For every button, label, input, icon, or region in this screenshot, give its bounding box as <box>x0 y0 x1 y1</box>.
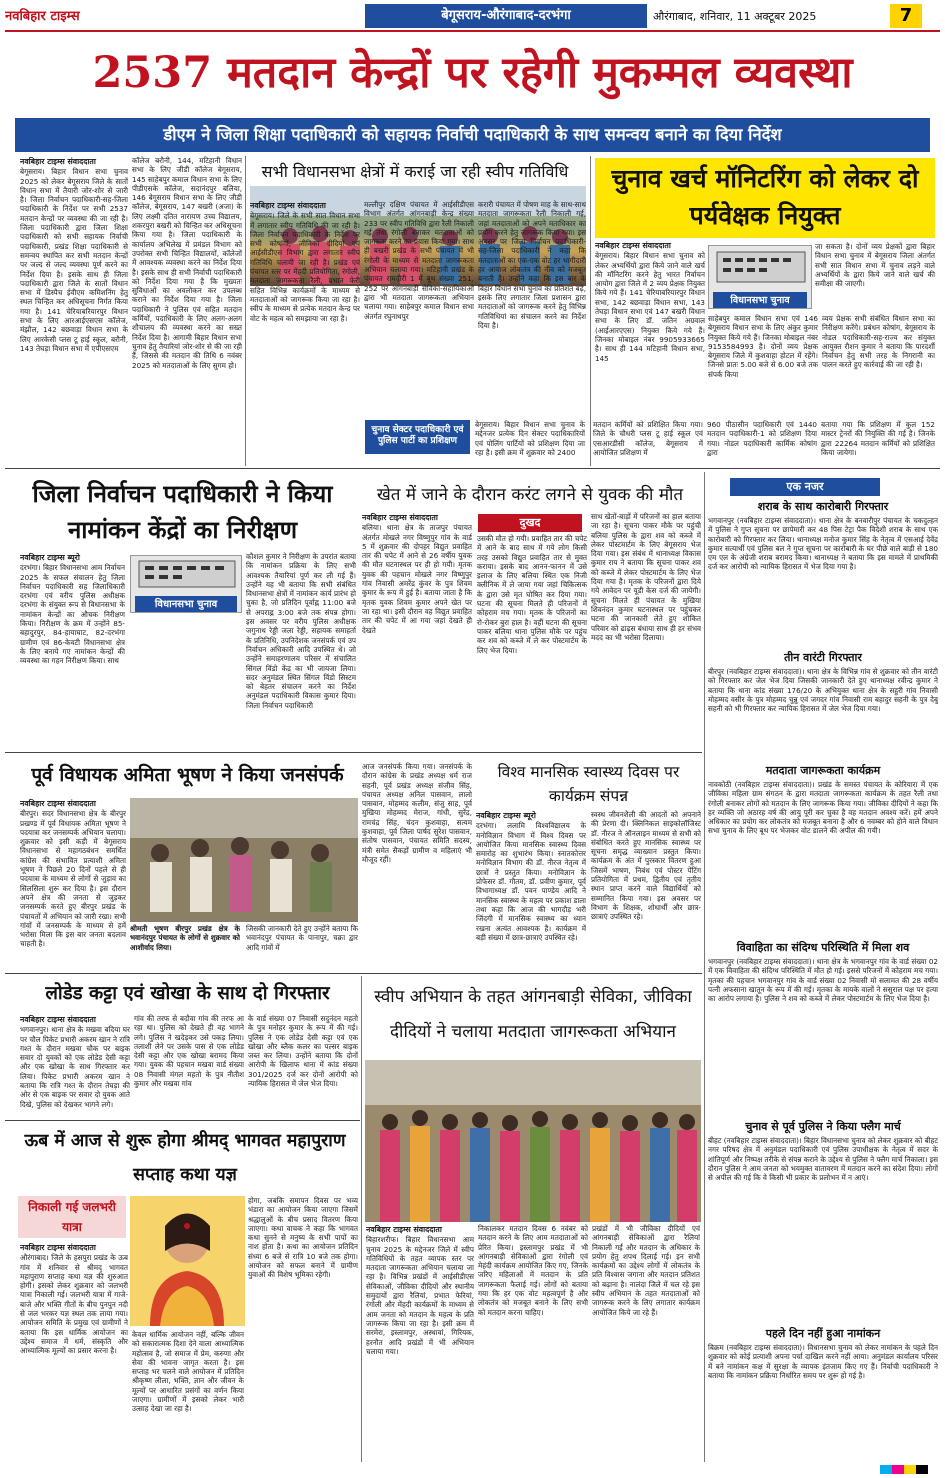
anganwadi-photo-art <box>365 1060 701 1222</box>
bhagwat-col2: केवल धार्मिक आयोजन नहीं, बल्कि जीवन को सकारात्मक दिशा देने वाला आध्यात्मिक महोत्सव है, जो समाज में प्रेम, करुणा और सेवा की भावना जागृत करता है। इस सप्ताह भर चलने वाले आयोजन में प्रतिदिन श्रीकृष्ण लीला, भक्ति, ज्ञान और जीवन के मूल्यों पर आधारित प्रसंगों का वर्णन किया जाएगा। ग्रामीणों में इसको लेकर भारी उत्साह देखा जा रहा है। <box>132 1330 244 1414</box>
inspect-col2: कौशल कुमार ने निरीक्षण के उपरांत बताया कि नामांकन प्रक्रिया के लिए सभी आवश्यक तैयारियां पूर्ण कर ली गई हैं। उन्होंने यह भी बताया कि सभी संबंधित विधानसभा क्षेत्रों में नामांकन कार्य प्रारंभ हो चुका है, जो प्रतिदिन पूर्वाह्न 11:00 बजे से अपराह्न 3:00 बजे तक संपन्न होगा। इस अवसर पर वरीय पुलिस अधीक्षक जगुनाथ रेड्डी जला रेड्डी, सहायक समाहर्ता के प्रतिनिधि, उपनिदेशक जनसंपर्क एवं उप निर्वाचन अधिकारी आदि उपस्थित थे। जो उन्होंने समाहरणालय परिसर में संचालित सिंगल विंडो केंद्र का भी जायजा लिया। सदर अनुमंडल स्थित सिंगल विंडो सिस्टम को बेहतर संचालन करने का निर्देश अनुमंडल पदाधिकारी विकास कुमार दिया। जिला निर्वाचन पदाधिकारी <box>246 552 356 710</box>
ek-nazar-item-text: नावकोठी (नवबिहार टाइम्स संवाददाता)। प्रखंड के समस्त पंचायत के कोरियारा में एक जीविका महिला ग्राम संगठन के द्वारा मतदाता जागरूकता कार्यक्रम के तहत रैली तथा रंगोली बनाकर लोगों को मतदान के लिए जागरूक किया गया। जीविका दीदियों ने कहा कि हर व्यक्ति जो अठारह वर्ष की आयु पूरी कर चुका है वह मतदान अवश्य करें। हमें अपने अधिकार का प्रयोग कर लोकतंत्र को मजबूत बनाना है और 6 नवम्बर को होने वाले विधान सभा चुनाव के लिए बूथ पर भेजकर वोट डालने की अपील की गयी। <box>708 780 938 836</box>
accident-byline: नवबिहार टाइम्स संवाददाता <box>362 513 438 522</box>
ek-nazar-item-text: बिक्रम (नवबिहार टाइम्स संवाददाता)। विधानसभा चुनाव को लेकर नामांकन के पहले दिन शुक्रवार को कोई प्रत्याशी अपना पर्चा दाखिल करने नहीं आया। अनुमंडल कार्यालय परिसर में बने नामांकन कक्ष में सुरक्षा के व्यापक इंतजाम किए गए हैं। निर्वाची पदाधिकारी ने बताया कि नामांकन प्रक्रिया निर्धारित समय पर शुरू हो गई है। <box>708 1343 938 1380</box>
sveep-byline: नवबिहार टाइम्स संवाददाता <box>250 201 326 210</box>
accident-headline: खेत में जाने के दौरान करंट लगने से युवक की मौत <box>376 485 684 505</box>
bhagwat-byline: नवबिहार टाइम्स संवाददाता <box>20 1243 96 1252</box>
amita-col3: आज जनसंपर्क किया गया। जनसंपर्क के दौरान कांग्रेस के प्रखंड अध्यक्ष धर्म राज सहनी, पूर्व प्रखंड अध्यक्ष संजीव सिंह, पंचायत अध्यक्ष अनिल पासवान, लालो पासवान, मोहम्मद कलीम, संजु साह, पूर्व मुखिया मोहम्मद मेराज, गांधी, सुरेंद्र, रामचंद्र सिंह, चंदन कुशवाहा, सत्यम कुशवाहा, पूर्व जिला पार्षद सुरेश पासवान, संतोष पासवान, पंचायत समिति सदस्य, मंत्री समेत सैकड़ों ग्रामीण व महिलाएं भी मौजूद रहीं। <box>362 762 472 864</box>
loded-col2: गांव की तरफ से बदौवा गांव की तरफ आ रहा था। पुलिस को देखते ही वह भागने लगे। पुलिस ने खदेड़कर उसे पकड़ लिया। तलाशी लेने पर उसके पास से एक लोडेड देसी कट्टा और एक खोखा बरामद किया गया। युवक की पहचान मखवा वार्ड संख्या 08 निवासी मंगल महतो के पुत्र नीतीश कुमार और मखवा गांव <box>134 1014 244 1089</box>
ek-nazar-item-text: भगवानपुर (नवबिहार टाइम्स संवाददाता)। थाना क्षेत्र के बनवारीपुर पंचायत के चकदुल्हन में पुलिस ने गुप्त सूचना पर छापेमारी कर 48 पिस टेट्रा पैक विदेशी शराब के साथ एक कारोबारी को गिरफ्तार कर लिया। थानाध्यक्ष मनोज कुमार सिंह के नेतृत्व में एसआई देवेंद्र कुमार सत्यार्थी एवं पुलिस बल ने गुप्त सूचना पर कारोबारी के घर पीछे वाले बाड़ी से 180 एम एल के अंग्रेजी शराब बरामद किया। थानाध्यक्ष ने बताया कि इस मामले में प्राथमिकी दर्ज कर आरोपी को न्यायिक हिरासत में भेज दिया गया है। <box>708 516 938 572</box>
accident-story <box>362 512 472 748</box>
anganwadi-headline: स्वीप अभियान के तहत आंगनबाड़ी सेविका, जीविका दीदियों ने चलाया मतदाता जागरूकता अभियान <box>374 987 692 1042</box>
mental-story <box>476 810 586 970</box>
expense-headline: चुनाव खर्च मॉनिटरिंग को लेकर दो पर्यवेक्षक नियुक्त <box>611 164 919 230</box>
bhagwat-story-col2 <box>132 1330 244 1462</box>
ek-nazar-item-title: विवाहिता का संदिग्ध परिस्थिति में मिला शव <box>736 941 910 954</box>
inspect-byline: नवबिहार टाइम्स ब्यूरो <box>20 553 80 562</box>
expense-col3: व्यय प्रेक्षक सभी संबंधित विधान सभा का निरीक्षण करेंगे। प्रबंधन कोषांग, बेगूसराय के नोडल पदाधिकारी-सह-राज्य कर संयुक्त आयुक्त रौशन कुमार ने बताया कि पारदर्शी निर्वाचन हेतु सभी तरह के निगरानी का पालन करते हुए कार्रवाई की जा रही है। <box>822 314 935 370</box>
ek-nazar-item-title: तीन वारंटी गिरफ्तार <box>784 651 862 664</box>
accident-col3: साथ खेतों-बाड़ों में परिजनों का हाल बताया जा रहा है। सूचना पाकर मौके पर पहुंची बलिया पुलिस के द्वारा शव को कब्जे में लेकर पोस्टमार्टम के लिए बेगूसराय भेज दिया गया। इस संबंध में थानाध्यक्ष विकास कुमार राय ने बताया कि सूचना पाकर शव को कब्जे में लेकर पोस्टमार्टम के लिए भेज दिया गया है। मृतक के परिजनों द्वारा दिये गये आवेदन पर यूडी केस दर्ज की जायेगी। सूचना मिलते ही पंचायत के मुखिया शिवनंदन कुमार घटनास्थल पर पहुंचकर घटना की जानकारी लेते हुए शोकित परिवार को ढाढ़स बंधाया साथ ही हर संभव मदद का भी भरोसा दिलाया। <box>591 512 701 642</box>
expense-story-col2 <box>708 314 818 419</box>
mental-col1: दरभंगा। ललामि विश्वविद्यालय के मनोविज्ञान विभाग में विश्व दिवस पर आयोजित किया मानसिक स्वास्थ्य दिवस समारोह का शुभारंभ किया। स्नातकोत्तर मनोविज्ञान विभाग की डॉ. नीरज नेतृत्व में छात्रों ने प्रस्तुत किया। मनोविज्ञान के प्रोफेसर डॉ. गौतम, डॉ. प्रवीण कुमार, पूर्व विभागाध्यक्ष डॉ. पवन पाण्डेय आदि ने मानसिक स्वास्थ्य के महत्व पर प्रकाश डाला तथा कहा कि आज की भागदौड़ भरी जिंदगी में मानसिक स्वास्थ्य का ध्यान रखना अत्यंत आवश्यक है। कार्यक्रम में बड़ी संख्या में छात्र-छात्राएं उपस्थित रहे। <box>476 821 586 942</box>
training-col4: बताया गया कि प्रशिक्षण में कुल 152 मास्टर ट्रेनरों की नियुक्ति की गई है। जिनके द्वारा 22264 मतदान कर्मियों को प्रशिक्षित किया जायेगा। <box>821 420 935 457</box>
inspect-headline: जिला निर्वाचन पदाधिकारी ने किया नामांकन केंद्रों का निरीक्षण <box>32 479 333 544</box>
amita-photo <box>130 798 358 922</box>
anganwadi-story-col2 <box>478 1224 588 1462</box>
expense-story-col2a <box>815 242 935 312</box>
masthead <box>5 4 940 30</box>
ek-nazar-item-title: चुनाव से पूर्व पुलिस ने किया फ्लैग मार्च <box>745 1120 901 1133</box>
inspect-story-col1b <box>130 616 242 748</box>
section-name: बेगूसराय-औरंगाबाद-दरभंगा <box>365 4 647 28</box>
dateline: औरंगाबाद, शनिवार, 11 अक्टूबर 2025 <box>653 10 817 23</box>
accident-tag: दुखद <box>478 514 582 532</box>
loded-col1: भगवानपुर। थाना क्षेत्र के मखवा बदिया घर पर चौल पिकेट प्रभारी अकरम खान ने रात्रि गश्त के दौरान मखवा चौक पर बाइक सवार दो युवकों को एक लोडेड देसी कट्टा और एक खोखा के साथ गिरफ्तार कर लिया। पिकेट प्रभारी अकरम खान ने बताया कि रात्रि गश्त के दौरान तेघड़ा की ओर से एक बाइक पर सवार दो युवक आते दिखे, पुलिस को देखकर भागने लगे। <box>20 1025 130 1109</box>
inspect-logo <box>130 555 242 613</box>
print-registration-marks <box>880 1462 932 1474</box>
training-col2: मतदान कर्मियों को प्रशिक्षित किया गया। जिले के चौधरी प्लस टू हाई स्कूल एवं एसआरडीसी कॉलेज, बेगूसराय में आयोजित प्रशिक्षण में <box>593 420 703 457</box>
ek-nazar-item <box>708 1120 938 1324</box>
ek-nazar-item-title: पहले दिन नहीं हुआ नामांकन <box>765 1327 881 1340</box>
paper-name: नवबिहार टाइम्स <box>5 9 80 24</box>
mental-headline: विश्व मानसिक स्वास्थ्य दिवस पर कार्यक्रम संपन्न <box>497 763 680 805</box>
sveep-headline: सभी विधानसभा क्षेत्रों में कराई जा रही स्वीप गतिविधि <box>261 162 569 181</box>
lead-headline: 2537 मतदान केन्द्रों पर रहेगी मुकम्मल व्यवस्था <box>92 48 853 98</box>
ek-nazar-item <box>708 1327 938 1453</box>
expense-logo <box>708 245 812 309</box>
loded-col3: के वार्ड संख्या 07 निवासी सदुनंदन महतो के पुत्र मनोहर कुमार के रूप में की गई। पुलिस ने एक लोडेड देसी कट्टा एवं एक खोखा और ब्लैक कलर का पल्सर बाइक जब्त कर लिया। उन्होंने बताया कि दोनों आरोपी के खिलाफ थाना में कांड संख्या 301/2025 दर्ज कर दोनों आरोपी को न्यायिक हिरासत में जेल भेज दिया। <box>248 1014 358 1089</box>
anganwadi-story <box>366 1224 474 1462</box>
bhagwat-story-col3 <box>248 1196 358 1462</box>
sveep-col1: बेगूसराय। जिले के सभी सात विधान सभा में लगातार स्वीप गतिविधि की जा रही है। जिला निर्वाचन पदाधिकारी के निर्देश पर सभी कोषांगों, जीविका दीदियों एवं आईसीडीएस विभाग द्वारा लगातार स्वीप गतिविधि चलायी जा रही है। प्रखंड एवं पंचायत स्तर पर मेंहदी प्रतियोगिता, रंगोली, मतदाता जागरूकता रैली, प्रभात फेरी सहित विभिन्न कार्यक्रमों के माध्यम से मतदाताओं को जागरूक किया जा रहा है। स्वीप के माध्यम से प्रत्येक मतदान केन्द्र पर वोट के महत्व को समझाया जा रहा है। <box>250 211 360 323</box>
accident-col1: बलिया। थाना क्षेत्र के ताजपुर पंचायत अंतर्गत मोखले नगर विष्णुपुर गांव के वार्ड 5 में शुक्रवार की दोपहर विद्युत प्रवाहित तार की चपेट में आने से 26 वर्षीय युवक की मौत घटनास्थल पर ही हो गयी। मृतक युवक की पहचान मोखले नगर विष्णुपुर गांव निवासी अमरेंद्र कुंवर के पुत्र शिवम कुमार के रूप में हुई है। बताया जाता है कि मृतक युवक शिवम कुमार अपने खेत पर जा रहा था। इसी दौरान वह विद्युत प्रवाहित तार की चपेट में आ गया जहां देखते ही देखते <box>362 523 472 635</box>
accident-col2: उसकी मौत हो गयी। प्रवाहित तार की चपेट में आने के बाद साथ में गये लोग किसी तरह उसको विद्युत प्रवाहित तार से मुक्त कराया। इसके बाद आनन-फानन में उसे इलाज के लिए बलिया स्थित एक निजी क्लीनिक में ले जाया गया जहां चिकित्सक के द्वारा उसे मृत घोषित कर दिया गया। घटना की सूचना मिलते ही परिजनों में कोहराम मच गया। मृतक के परिजनों का रो-रोकर बुरा हाल है। वहीं घटना की सूचना पाकर बलिया थाना पुलिस मौके पर पहुंच कर शव को कब्जे में ले कर पोस्टमार्टम के लिए भेज दिया। <box>477 534 587 655</box>
ek-nazar-item-text: बीहट (नवबिहार टाइम्स संवाददाता)। बिहार विधानसभा चुनाव को लेकर शुक्रवार को बीहट नगर परिषद क्षेत्र में अनुमंडल पदाधिकारी एवं पुलिस उपाधीक्षक के नेतृत्व में सदर के शांतिपूर्ण और निष्पक्ष तरीके से संपन्न कराने के उद्देश्य से पुलिस ने फ्लैग मार्च निकाला। इस दौरान पुलिस ने आम जनता को भयमुक्त वातावरण में मतदान करने का संदेश दिया। लोगों से अपील की गई कि वे किसी भी प्रकार के प्रलोभन में न आएं। <box>708 1136 938 1183</box>
loded-story-col2 <box>134 1014 244 1118</box>
expense-logo-label: विधानसभा चुनाव <box>713 292 807 309</box>
anganwadi-col2: निकालकर मतदान दिवस 6 नवंबर को मतदान करने के लिए आम मतदाताओं को प्रेरित किया। इस्लामपुर प्रखंड में भी आंगनबाड़ी सेविकाओं द्वारा रंगोली एवं मेहंदी कार्यक्रम आयोजित किए गए, जिनके जरिए महिलाओं में मतदान के प्रति जागरूकता फैलाई गई। लोगों को बताया गया कि हर एक वोट महत्वपूर्ण है और लोकतंत्र को मजबूत बनाने के लिए सभी को मतदान करना चाहिए। <box>478 1224 588 1317</box>
sveep-story <box>250 200 360 462</box>
sveep-col2: मल्लीपुर दक्षिण पंचायत में आईसीडीएस विभाग अंतर्गत आंगनबाड़ी केन्द्र संख्या 233 पर स्वीप गतिविधि द्वारा रैली निकाली गई तथा रंगोली बनाकर मतदाताओं को जागरूक करने का प्रयास किया गया। साथ ही बखरी प्रखंड के सभी पंचायत में भी रंगोली के माध्यम से मतदाता जागरूकता अभियान चलाया गया। मटिहानी प्रखंड के पंचायत रामदीरी 1 में बूथ संख्या 251, 252 पर आंगनबाड़ी सेविका-सहायिकाओं द्वारा भी मतदाता जागरूकता अभियान चलाया गया। साहेबपुर कमाल विधान सभा अंतर्गत रघुनाथपुर <box>364 200 474 321</box>
ek-nazar-item-title: मतदाता जागरूकता कार्यक्रम <box>765 764 881 777</box>
lead-story-col2 <box>132 156 242 464</box>
page-number: 7 <box>890 4 922 28</box>
training-headline-text: चुनाव सेक्टर पदाधिकारी एवं पुलिस पार्टी का प्रशिक्षण <box>371 425 464 446</box>
expense-col2a: जा सकता है। दोनों व्यय प्रेक्षकों द्वारा बिहार विधान सभा चुनाव में बेगूसराय जिला अंतर्गत सभी सात विधान सभा में चुनाव लड़ने वाले अभ्यर्थियों के द्वारा किये जाने वाले खर्च की समीक्षा की जाएगी। <box>815 242 935 289</box>
amita-story-col2: जिसकी जानकारी देते हुए उन्होंने बताया कि भवानंदपुर पंचायत के पानापुर, चक्रा द्वार आदि गांवों में <box>246 924 358 952</box>
expense-col2b: साहेबपुर कमाल विधान सभा एवं 146 बेगूसराय विधान सभा के लिए अंकुर कुमार नियुक्त किये गये हैं। जिनका मोबाइल नंबर 9153584993 है। दोनों व्यय प्रेक्षक बेगूसराय जिले में कुशवाहा होटल में रहेंगे। जिनसे प्रातः 5.00 बजे से 6.00 बजे तक संपर्क किया <box>708 314 818 379</box>
training-col3: 960 पीठासीन पदाधिकारी एवं 1440 मतदान पदाधिकारी-1 को प्रशिक्षण दिया गया। नोडल पदाधिकारी कार्मिक कोषांग द्वारा <box>707 420 817 457</box>
inspect-col1: दरभंगा। बिहार विधानसभा आम निर्वाचन 2025 के सफल संचालन हेतु जिला निर्वाचन पदाधिकारी सह जिलाधिकारी दरभंगा एवं वरीय पुलिस अधीक्षक दरभंगा के संयुक्त रूप से विधानसभा के नामांकन केन्द्रों का औचक निरीक्षण किया। निरीक्षण के क्रम में उन्होंने 85-बहादुरपुर, 84-हायाघाट, 82-दरभंगा ग्रामीण एवं 86-केवटी विधानसभा क्षेत्र के लिए बनाये गए नामांकन केन्द्रों की व्यवस्था का गहन निरीक्षण किया। साथ <box>20 563 125 666</box>
anganwadi-story-col3 <box>592 1224 700 1462</box>
sveep-col3: करारी पंचायत में पोषण माह के साथ-साथ मतदाता जागरूकता रैली निकाली गई, जहां मतदाताओं को अपने मताधिकार का प्रयोग करने हेतु जागरूक किया गया। इस अवसर पर जिला निर्वाचन पदाधिकारी-सह-जिला पदाधिकारी ने कहा कि मतदाताओं का एक-एक वोट हर भागीदारी हर आवाज लोकतंत्र की नींव को मजबूत बनाती है। उन्होंने कहा कि इस बार के बिहार विधान सभा चुनाव का प्रतिशत बढ़े, इसके लिए लगातार जिला प्रशासन द्वारा मतदाताओं को जागरूक करने हेतु विभिन्न गतिविधियां का संचालन करने का निर्देश दिया है। <box>478 200 586 330</box>
loded-story <box>20 1014 130 1118</box>
ek-nazar-list <box>708 500 938 1460</box>
expense-col1: बेगूसराय। बिहार विधान सभा चुनाव को लेकर अभ्यर्थियों द्वारा किये जाने वाले खर्च की मॉनिटरिंग करने हेतु भारत निर्वाचन आयोग द्वारा जिले में 2 व्यय प्रेक्षक नियुक्त किये गये हैं। 141 चेरियाबरियारपुर विधान सभा, 142 बछवाड़ा विधान सभा, 143 तेघड़ा विधान सभा एवं 147 बखरी विधान सभा के लिए डॉ. जतिन अग्रवाल (आईआरएएस) नियुक्त किये गये हैं। जिनका मोबाइल नंबर 9905933665 है। साथ ही 144 मटिहानी विधान सभा, 145 <box>595 251 705 363</box>
amita-photo-art <box>130 798 358 922</box>
bhagwat-photo-art <box>130 1196 245 1326</box>
amita-story-col3 <box>362 762 472 970</box>
bhagwat-story <box>20 1242 128 1462</box>
inspect-story <box>20 552 125 748</box>
mental-story-col2 <box>591 810 701 970</box>
anganwadi-byline: नवबिहार टाइम्स संवाददाता <box>366 1225 442 1234</box>
expense-byline: नवबिहार टाइम्स संवाददाता <box>595 241 671 250</box>
bhagwat-kicker: निकाली गई जलभरी यात्रा <box>18 1196 126 1238</box>
bhagwat-photo <box>130 1196 245 1326</box>
loded-headline: लोडेड कट्टा एवं खोखा के साथ दो गिरफ्तार <box>45 983 330 1004</box>
ek-nazar-item <box>708 500 938 648</box>
anganwadi-col3: प्रखंडों में भी जीविका दीदियों एवं आंगनबाड़ी सेविकाओं द्वारा रैलियां निकाली गईं और मतदान के अधिकार के प्रयोग हेतु शपथ दिलाई गई। इन सभी कार्यक्रमों का उद्देश्य लोगों में लोकतंत्र के प्रति विश्वास जगाना और मतदान प्रतिशत को बढ़ाना है। नालंदा जिले में चल रहे इस स्वीप अभियान के तहत मतदाताओं को जागरूक करने के लिए लगातार कार्यक्रम आयोजित किये जा रहे हैं। <box>592 1224 700 1317</box>
evm-icon <box>709 246 812 288</box>
ek-nazar-item <box>708 764 938 938</box>
lead-story <box>20 156 128 464</box>
lead-subhead: डीएम ने जिला शिक्षा पदाधिकारी को सहायक निर्वाची पदाधिकारी के साथ समन्वय बनाने का दिया निर्देश <box>15 118 930 152</box>
training-col1: बेगूसराय। बिहार विधान सभा चुनाव के मद्देनजर प्रत्येक दिन सेक्टर पदाधिकारियों एवं पोलिंग पार्टियों को प्रशिक्षण दिया जा रहा है। इसी क्रम में शुक्रवार को 2400 <box>475 420 585 457</box>
ek-nazar-item-text: भगवानपुर (नवबिहार टाइम्स संवाददाता)। थाना क्षेत्र के भगवानपुर गांव के वार्ड संख्या 02 में एक विवाहिता की संदिग्ध परिस्थिति में मौत हो गई। इससे परिजनों में कोहराम मच गया। मृतका की पहचान भगवानपुर गांव के वार्ड संख्या 02 निवासी मो सलामत की 28 वर्षीय पत्नी अफसाना खातून के रूप में की गई। मृतका के मायके वालों ने ससुराल पक्ष पर हत्या का आरोप लगाया है। पुलिस ने शव को कब्जे में लेकर पोस्टमार्टम के लिए भेज दिया है। <box>708 957 938 1004</box>
training-headline <box>365 420 470 454</box>
amita-caption: श्रीमती भूषण बीरपुर प्रखंड क्षेत्र के भवानंदपुर पंचायत के लोगों से शुक्रवार को आशीर्वाद लिया। <box>130 924 240 952</box>
bhagwat-headline: ऊब में आज से शुरू होगा श्रीमद् भागवत महापुराण सप्ताह कथा यज्ञ <box>24 1131 346 1185</box>
inspect-story-col2 <box>246 552 356 748</box>
loded-story-col3 <box>248 1014 358 1118</box>
inspect-logo-label: विधानसभा चुनाव <box>135 596 237 613</box>
anganwadi-col1: बिहारशरीफ। बिहार विधानसभा आम चुनाव 2025 के मद्देनजर जिले में स्वीप गतिविधियों के तहत व्यापक स्तर पर मतदाता जागरूकता अभियान चलाया जा रहा है। विभिन्न प्रखंडों में आईसीडीएस सेविकाओं, जीविका दीदियों और स्थानीय समुदायों द्वारा रैलियां, प्रभात फेरियां, रंगोली और मेंहदी कार्यक्रमों के माध्यम से आम जनता को मतदान के महत्व के प्रति जागरूक किया जा रहा है। इसी क्रम में सरमेरा, इस्लामपुर, अस्थावां, गिरियक, हरनौत आदि प्रखंडों में भी अभियान चलाया गया। <box>366 1235 474 1356</box>
mental-byline: नवबिहार टाइम्स ब्यूरो <box>476 811 536 820</box>
ek-nazar-item <box>708 651 938 761</box>
mental-col2: स्वस्थ जीवनशैली की आदतों को अपनाने की प्रेरणा दी। क्लिनिकल साइकोलॉजिस्ट डॉ. नीरज ने ऑनलाइन माध्यम से सभी को संबोधित करते हुए मानसिक स्वास्थ्य पर सूचना समृद्ध व्याख्यान प्रस्तुत किया। कार्यक्रम के अंत में पुरस्कार वितरण हुआ जिसमें भाषण, निबंध एवं पोस्टर पेंटिंग प्रतियोगिता में प्रथम, द्वितीय एवं तृतीय स्थान प्राप्त करने वाले विद्यार्थियों को सम्मानित किया गया। इस अवसर पर विभाग के शिक्षक, शोधार्थी और छात्र-छात्राएं उपस्थित रहे। <box>591 810 701 922</box>
ek-nazar-item <box>708 941 938 1117</box>
bhagwat-col3: होगा, जबकि समापन दिवस पर भव्य भंडारा का आयोजन किया जाएगा जिसमें श्रद्धालुओं के बीच प्रसाद वितरण किया जाएगा। कथा वाचक ने कहा कि भागवत कथा सुनने से मनुष्य के सभी पापों का नाश होता है। कथा का आयोजन प्रतिदिन संध्या 6 बजे से रात्रि 10 बजे तक होगा। आयोजन को सफल बनाने में ग्रामीण युवाओं की विशेष भूमिका रहेगी। <box>248 1196 358 1280</box>
anganwadi-photo <box>365 1060 701 1222</box>
accident-story-col2 <box>477 534 587 748</box>
evm-icon <box>131 556 242 592</box>
ek-nazar-label: एक नजर <box>730 478 880 496</box>
amita-headline: पूर्व विधायक अमिता भूषण ने किया जनसंपर्क <box>31 764 344 786</box>
bhagwat-col1: औरंगाबाद। जिले के हसपुरा प्रखंड के ऊब गांव में शनिवार से श्रीमद् भागवत महापुराण सप्ताह कथा यज्ञ की शुरुआत होगी। इसको लेकर शुक्रवार को जलभरी यात्रा निकाली गई। जलभरी यात्रा में गाजे-बाजे और भक्ति गीतों के बीच पुनपुन नदी से जल भरकर यज्ञ स्थल तक लाया गया। आयोजन समिति के प्रमुख एवं ग्रामीणों ने बताया कि इस धार्मिक आयोजन का उद्देश्य समाज में धर्म, संस्कृति और आध्यात्मिक मूल्यों का प्रसार करना है। <box>20 1253 128 1356</box>
amita-byline: नवबिहार टाइम्स संवाददाता <box>20 799 96 808</box>
amita-story <box>20 798 126 970</box>
lead-col2: कॉलेज बरौनी, 144, मटिहानी विधान सभा के लिए जीडी कॉलेज बेगूसराय, 145 साहेबपुर कमाल विधान सभा के लिए पीडीएसके कॉलेज, सदानंदपुर बलिया, 146 बेगूसराय विधान सभा के लिए जीडी कॉलेज, बेगूसराय, 147 बखरी (अजा) के लिए लक्ष्मी दतित नारायण उच्च विद्यालय, शकरपुरा बखरी को चिन्हित कर अधिसूचना किया गया है। जिला पदाधिकारी के कार्यालय अभिलेख में प्रमंडल विभाग को उपरोक्त सभी चिन्हित विद्यालयों, कॉलेजों में आवश्यक व्यवस्था करने का निर्देश दिया है। इसके साथ ही सभी निर्वाची पदाधिकारी को निर्देश दिया गया है कि मुख्यतः सुविधाओं का अवलोकन कर उपलब्ध कराने का निर्देश दिया गया है। जिला पदाधिकारी ने पुलिस एवं सहित मतदान कर्मियों, पदाधिकारी के लिए अलग-अलग शौचालय की व्यवस्था करने का सख्त निर्देश दिया है। आगामी बिहार विधान सभा चुनाव हेतु तैयारियां जोर-शोर से की जा रही हैं, जिससे की मतदान की तिथि 6 नवंबर 2025 को मतदाताओं के लिए सुगम हो। <box>132 156 242 370</box>
lead-col1: बेगूसराय। बिहार विधान सभा चुनाव 2025 को लेकर बेगूसराय जिले के सातों विधान सभा में तैयारी जोर-शोर से जारी है। जिला निर्वाचन पदाधिकारी-सह-जिला पदाधिकारी के निर्देश पर सभी 2537 मतदान केन्द्रों पर व्यवस्था की जा रही है। जिला पदाधिकारी द्वारा जिला शिक्षा पदाधिकारी को सभी सहायक निर्वाची पदाधिकारी, प्रखंड शिक्षा पदाधिकारी से समन्वय स्थापित कर सभी मतदान केन्द्रों पर जल्द से जल्द व्यवस्था पूर्ण करने का निर्देश दिया है। इसके साथ ही जिला पदाधिकारी द्वारा जिले के सातों विधान सभा में डिस्पैच ईवीएम कमिशनिंग हेतु स्थल चिन्हित कर अधिसूचना निर्गत किया गया है। 141 चेरियाबरियारपुर विधान सभा के लिए आरआईएसएस कॉलेज, मंझौल, 142 बछवाड़ा विधान सभा के लिए आरकेसी प्लस टू हाई स्कूल, बरौनी, 143 तेघड़ा विधान सभा में एपीएसएम <box>20 167 128 353</box>
lead-byline: नवबिहार टाइम्स संवाददाता <box>20 157 96 166</box>
amita-col1: बीरपुर। सदर विधानसभा क्षेत्र के बीरपुर प्रखण्ड में पूर्व विधायक अमिता भूषण ने पदयात्रा कर जनसम्पर्क अभियान चलाया। शुक्रवार को इसी कड़ी में बेगूसराय विधानसभा से महागठबंधन समर्थित कांग्रेस की संभावित प्रत्याशी अमिता भूषण ने पिछले 20 दिनों पहले से ही पदयात्रा के माध्यम से लोगों से जुड़ाव का सिलसिला शुरू कर दिया है। इस दौरान अपने क्षेत्र की जनता से जुड़कर जनसम्पर्क करते हुए बीरपुर प्रखंड के पंचायतों में अभियान को जारी रखा। सभी गांवों में जनसम्पर्क के माध्यम से हमें भरोसा मिला कि इस बार जनता बदलाव चाहती है। <box>20 809 126 949</box>
ek-nazar-item-title: शराब के साथ कारोबारी गिरफ्तार <box>757 500 889 513</box>
expense-story-col3 <box>822 314 935 419</box>
ek-nazar-item-text: बीरपुर (नवबिहार टाइम्स संवाददाता)। थाना क्षेत्र के विभिन्न गांव से शुक्रवार को तीन वारंटी को गिरफ्तार कर जेल भेज दिया जिसकी जानकारी देते हुए थानाध्यक्ष रवीन्द्र कुमार ने बताया कि थाना कांड संख्या 176/20 के अभियुक्त थाना क्षेत्र के सहुरी गांव निवासी मोहम्मद वसीर के पुत्र मोहम्मद चुन्नु एवं जगदर गांव निवासी राम बहादुर सहनी के पुत्र देबु सहनी को भी गिरफ्तार कर न्यायिक हिरासत में जेल भेज दिया गया। <box>708 667 938 714</box>
loded-byline: नवबिहार टाइम्स संवाददाता <box>20 1015 96 1024</box>
accident-story-col3 <box>591 512 701 748</box>
